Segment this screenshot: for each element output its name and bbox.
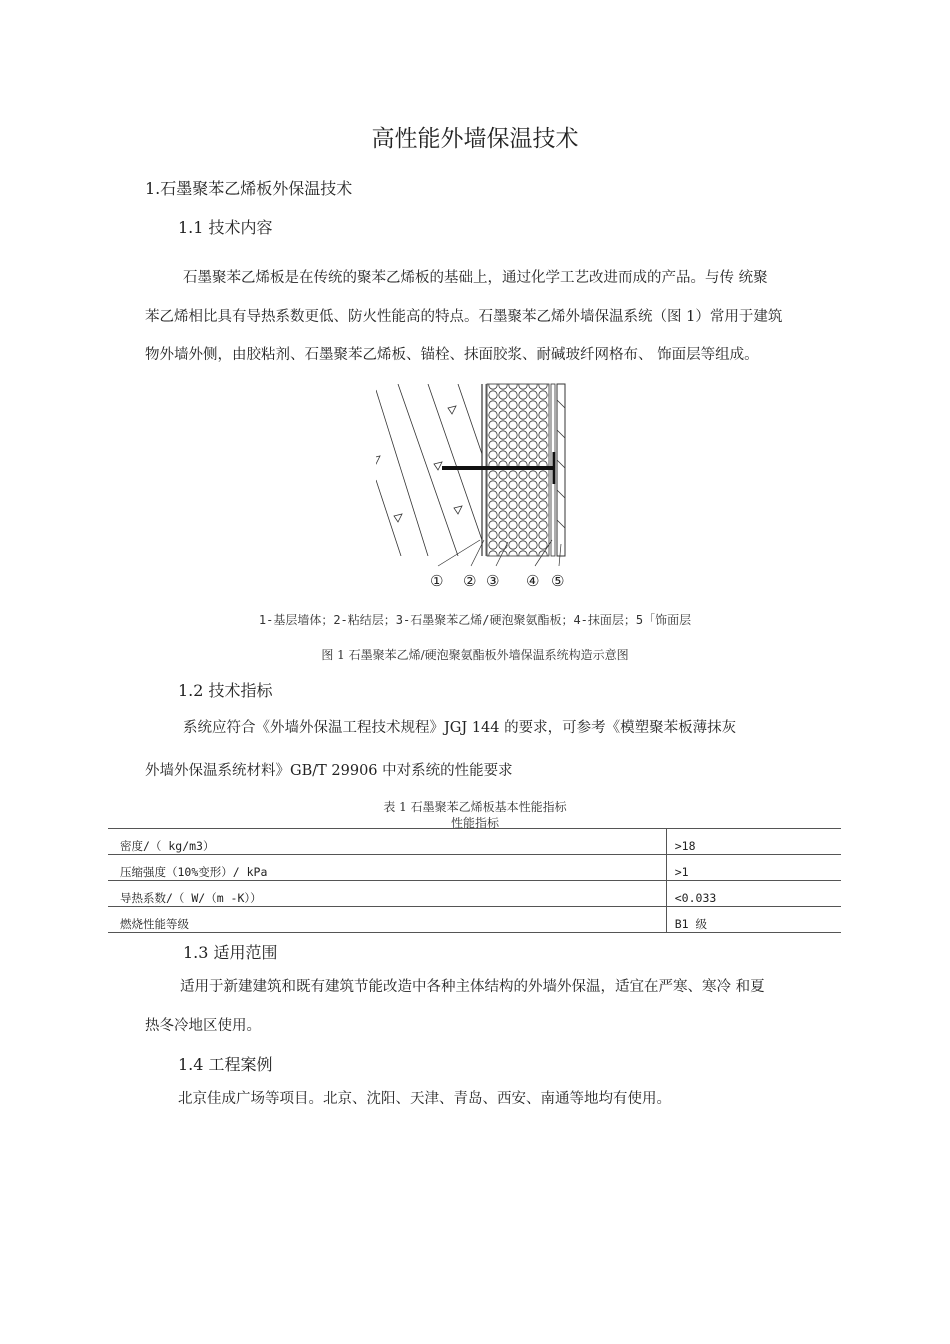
- table-row: [108, 907, 841, 933]
- table-row: [108, 855, 841, 881]
- row-name: 密度/（ kg/m3）: [120, 839, 215, 853]
- heading-1-4: 1.4 工程案例: [178, 1055, 273, 1074]
- spec-table: [108, 828, 841, 933]
- paragraph-line: 热冬冷地区使用。: [145, 1018, 261, 1034]
- table-caption: 表 1 石墨聚苯乙烯板基本性能指标: [383, 800, 567, 814]
- table-row: [108, 829, 841, 855]
- heading-1-2: 1.2 技术指标: [178, 681, 273, 700]
- paragraph-line: 适用于新建建筑和既有建筑节能改造中各种主体结构的外墙外保温，适宜在严寒、寒冷 和夏: [180, 979, 765, 995]
- row-name: 导热系数/（ W/（m -K））: [120, 891, 262, 905]
- row-value: <0.033: [666, 881, 841, 907]
- paragraph-line: 外墙外保温系统材料》GB/T 29906 中对系统的性能要求: [145, 763, 513, 779]
- label-4: ④: [526, 572, 540, 590]
- row-name: 压缩强度（10%变形）/ kPa: [120, 865, 268, 879]
- wall-insulation-diagram: [368, 380, 583, 592]
- heading-1-3: 1.3 适用范围: [183, 943, 278, 962]
- finish-layer: [557, 384, 565, 556]
- row-value: >18: [666, 829, 841, 855]
- page-title: 高性能外墙保温技术: [371, 126, 579, 152]
- section-heading-1: 1.石墨聚苯乙烯板外保温技术: [145, 179, 353, 198]
- paragraph-line: 苯乙烯相比具有导热系数更低、防火性能高的特点。石墨聚苯乙烯外墙保温系统（图 1）常用于建筑: [145, 309, 783, 325]
- paragraph-line: 系统应符合《外墙外保温工程技术规程》JGJ 144 的要求，可参考《模塑聚苯板薄抹灰: [183, 720, 737, 736]
- label-1: ①: [430, 572, 444, 590]
- paragraph-line: 石墨聚苯乙烯板是在传统的聚苯乙烯板的基础上，通过化学工艺改进而成的产品。与传 统聚: [183, 270, 768, 286]
- table-header: 性能指标: [450, 816, 499, 830]
- table-row: [108, 881, 841, 907]
- heading-1-1: 1.1 技术内容: [178, 218, 273, 237]
- label-5: ⑤: [551, 572, 565, 590]
- row-value: B1 级: [666, 907, 841, 933]
- paragraph-line: 北京佳成广场等项目。北京、沈阳、天津、青岛、西安、南通等地均有使用。: [178, 1091, 671, 1107]
- paragraph-line: 物外墙外侧，由胶粘剂、石墨聚苯乙烯板、锚栓、抹面胶浆、耐碱玻纤网格布、 饰面层等组成。: [145, 347, 759, 363]
- label-2: ②: [463, 572, 477, 590]
- row-value: >1: [666, 855, 841, 881]
- figure-caption: 图 1 石墨聚苯乙烯/硬泡聚氨酯板外墙保温系统构造示意图: [321, 648, 629, 662]
- row-name: 燃烧性能等级: [120, 917, 189, 931]
- label-3: ③: [486, 572, 500, 590]
- figure-legend: 1-基层墙体；2-粘结层；3-石墨聚苯乙烯/硬泡聚氨酯板；4-抹面层；5「饰面层: [258, 613, 692, 627]
